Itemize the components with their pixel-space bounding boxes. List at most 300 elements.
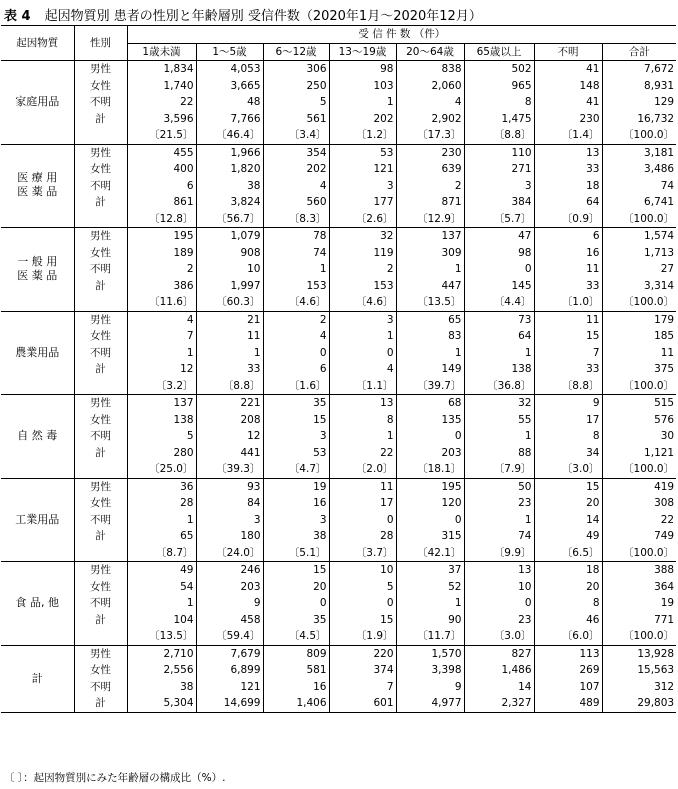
table-row (1, 127, 676, 144)
value-cell: 250 (263, 78, 329, 95)
value-cell: 2,060 (396, 78, 464, 95)
value-cell: 306 (263, 61, 329, 78)
value-cell: 23 (464, 495, 534, 512)
value-cell: 1 (464, 345, 534, 362)
value-cell: 2 (396, 178, 464, 195)
value-cell: 38 (127, 679, 196, 696)
table-row (1, 645, 676, 662)
value-cell: 0 (329, 595, 396, 612)
table-row (1, 562, 676, 579)
table-row (1, 662, 676, 679)
table-row (1, 445, 676, 462)
value-cell: 16 (263, 679, 329, 696)
value-cell: 28 (127, 495, 196, 512)
value-cell: 0 (464, 261, 534, 278)
value-cell: 1,820 (196, 161, 263, 178)
value-cell: 8,931 (644, 79, 675, 92)
value-cell: 16,732 (637, 112, 675, 125)
value-cell: 5 (263, 94, 329, 111)
value-cell: 3 (263, 428, 329, 445)
table-row (1, 412, 676, 429)
value-cell: 3,486 (644, 163, 675, 176)
value-cell: 137 (127, 395, 196, 412)
value-cell: 〔6.0〕 (534, 628, 602, 645)
table-row (1, 679, 676, 696)
table-row (1, 311, 676, 328)
value-cell: 〔4.7〕 (263, 461, 329, 478)
value-cell: 20 (263, 579, 329, 596)
value-cell: 〔3.0〕 (464, 628, 534, 645)
sex-label: 女性 (74, 662, 127, 679)
value-cell: 121 (329, 161, 396, 178)
value-cell: 53 (329, 144, 396, 161)
value-cell: 180 (196, 528, 263, 545)
sex-label: 計 (74, 695, 127, 712)
value-cell: 30 (660, 430, 675, 443)
value-cell: 〔8.8〕 (196, 378, 263, 395)
value-cell: 400 (127, 161, 196, 178)
value-cell: 〔100.0〕 (623, 379, 675, 392)
value-cell: 2,902 (396, 111, 464, 128)
value-cell: 〔39.3〕 (196, 461, 263, 478)
value-cell: 48 (196, 94, 263, 111)
data-table (1, 25, 676, 713)
sex-label: 男性 (74, 61, 127, 78)
value-cell: 1,834 (127, 61, 196, 78)
value-cell: 3,824 (196, 194, 263, 211)
category-label: 一 般 用 医 薬 品 (17, 254, 58, 282)
value-cell: 354 (263, 144, 329, 161)
value-cell: 10 (196, 261, 263, 278)
value-cell: 11 (329, 478, 396, 495)
sex-label: 不明 (74, 345, 127, 362)
table-row (1, 161, 676, 178)
value-cell: 3 (329, 311, 396, 328)
value-cell: 38 (263, 528, 329, 545)
value-cell: 0 (464, 595, 534, 612)
value-cell: 0 (396, 428, 464, 445)
value-cell: 11 (660, 346, 675, 359)
value-cell: 15 (534, 478, 602, 495)
value-cell: 1 (396, 345, 464, 362)
value-cell: 15 (263, 562, 329, 579)
value-cell: 581 (263, 662, 329, 679)
value-cell: 965 (464, 78, 534, 95)
value-cell: 〔4.5〕 (263, 628, 329, 645)
value-cell: 374 (329, 662, 396, 679)
value-cell: 7,766 (196, 111, 263, 128)
value-cell: 308 (654, 497, 675, 510)
value-cell: 8 (464, 94, 534, 111)
table-title (4, 5, 482, 24)
value-cell: 5 (329, 579, 396, 596)
value-cell: 639 (396, 161, 464, 178)
sex-label: 不明 (74, 428, 127, 445)
table-row (1, 245, 676, 262)
table-row (1, 695, 676, 712)
sex-label: 男性 (74, 311, 127, 328)
value-cell: 〔42.1〕 (396, 545, 464, 562)
value-cell: 809 (263, 645, 329, 662)
value-cell: 2 (263, 311, 329, 328)
value-cell: 2,556 (127, 662, 196, 679)
sex-label (74, 294, 127, 311)
value-cell: 9 (396, 679, 464, 696)
category-cell (1, 144, 74, 228)
value-cell: 269 (534, 662, 602, 679)
value-cell: 14,699 (196, 695, 263, 712)
value-cell: 〔3.4〕 (263, 127, 329, 144)
value-cell: 29,803 (602, 695, 676, 712)
sex-label: 計 (74, 111, 127, 128)
value-cell: 11 (196, 328, 263, 345)
value-cell: 113 (534, 645, 602, 662)
value-cell: 560 (263, 194, 329, 211)
table-row (1, 612, 676, 629)
column-header: 6～12歳 (263, 43, 329, 61)
value-cell: 129 (654, 96, 675, 109)
value-cell: 458 (196, 612, 263, 629)
value-cell: 49 (534, 528, 602, 545)
value-cell: 18 (534, 562, 602, 579)
value-cell: 28 (329, 528, 396, 545)
value-cell: 9 (534, 395, 602, 412)
value-cell: 4 (263, 328, 329, 345)
table-row (1, 144, 676, 161)
value-cell: 1,079 (196, 228, 263, 245)
table-row (1, 211, 676, 228)
value-cell: 12 (127, 361, 196, 378)
value-cell: 2,327 (464, 695, 534, 712)
sex-label: 女性 (74, 579, 127, 596)
value-cell: 32 (329, 228, 396, 245)
value-cell: 〔7.9〕 (464, 461, 534, 478)
value-cell: 179 (602, 311, 676, 328)
value-cell: 32 (464, 395, 534, 412)
value-cell: 14 (534, 512, 602, 529)
value-cell: 〔100.0〕 (623, 463, 675, 476)
sex-label: 男性 (74, 478, 127, 495)
value-cell: 〔17.3〕 (396, 127, 464, 144)
value-cell: 1 (263, 261, 329, 278)
sex-label (74, 628, 127, 645)
value-cell: 33 (534, 361, 602, 378)
value-cell: 9 (196, 595, 263, 612)
value-cell: 1,406 (263, 695, 329, 712)
value-cell: 22 (329, 445, 396, 462)
value-cell: 〔1.4〕 (534, 127, 602, 144)
category-cell (1, 228, 74, 312)
value-cell: 65 (396, 311, 464, 328)
value-cell: 74 (660, 179, 675, 192)
value-cell: 861 (127, 194, 196, 211)
value-cell: 8 (329, 412, 396, 429)
value-cell: 〔4.6〕 (329, 294, 396, 311)
value-cell: 388 (602, 562, 676, 579)
category-cell (1, 311, 74, 395)
value-cell: 375 (654, 363, 675, 376)
value-cell: 88 (464, 445, 534, 462)
category-cell (1, 61, 74, 145)
value-cell: 908 (196, 245, 263, 262)
value-cell: 23 (464, 612, 534, 629)
sex-label: 女性 (74, 78, 127, 95)
value-cell: 4 (263, 178, 329, 195)
table-row (1, 228, 676, 245)
value-cell: 19 (660, 597, 675, 610)
value-cell: 441 (196, 445, 263, 462)
value-cell: 827 (464, 645, 534, 662)
value-cell: 20 (534, 579, 602, 596)
value-cell: 230 (534, 111, 602, 128)
value-cell: 〔9.9〕 (464, 545, 534, 562)
value-cell: 6 (534, 228, 602, 245)
table-row (1, 194, 676, 211)
value-cell: 53 (263, 445, 329, 462)
table-row (1, 395, 676, 412)
column-header: 20～64歳 (396, 43, 464, 61)
table-row (1, 294, 676, 311)
value-cell: 〔100.0〕 (623, 129, 675, 142)
value-cell: 22 (660, 513, 675, 526)
value-cell: 4,977 (396, 695, 464, 712)
value-cell: 13,928 (602, 645, 676, 662)
value-cell: 〔8.8〕 (464, 127, 534, 144)
value-cell: 〔1.2〕 (329, 127, 396, 144)
value-cell: 1 (329, 328, 396, 345)
value-cell: 5,304 (127, 695, 196, 712)
value-cell: 135 (396, 412, 464, 429)
value-cell: 1,121 (644, 446, 675, 459)
table-row (1, 361, 676, 378)
table-row (1, 495, 676, 512)
value-cell: 50 (464, 478, 534, 495)
value-cell: 〔2.6〕 (329, 211, 396, 228)
value-cell: 52 (396, 579, 464, 596)
value-cell: 189 (127, 245, 196, 262)
category-cell (1, 645, 74, 712)
value-cell: 20 (534, 495, 602, 512)
value-cell: 1 (464, 428, 534, 445)
category-label: 農業用品 (15, 345, 60, 359)
value-cell: 230 (396, 144, 464, 161)
sex-label: 計 (74, 528, 127, 545)
value-cell: 〔1.0〕 (534, 294, 602, 311)
value-cell: 34 (534, 445, 602, 462)
value-cell: 15 (263, 412, 329, 429)
table-row (1, 579, 676, 596)
value-cell: 83 (396, 328, 464, 345)
column-header: 65歳以上 (464, 43, 534, 61)
value-cell: 3 (464, 178, 534, 195)
value-cell: 10 (464, 579, 534, 596)
value-cell: 1 (396, 595, 464, 612)
column-header: 1～5歳 (196, 43, 263, 61)
value-cell: 6,899 (196, 662, 263, 679)
value-cell: 419 (602, 478, 676, 495)
table-row (1, 78, 676, 95)
value-cell: 11 (534, 261, 602, 278)
sex-label: 女性 (74, 412, 127, 429)
value-cell: 41 (534, 61, 602, 78)
value-cell: 〔1.1〕 (329, 378, 396, 395)
value-cell: 93 (196, 478, 263, 495)
value-cell: 3,596 (127, 111, 196, 128)
value-cell: 0 (263, 595, 329, 612)
value-cell: 74 (263, 245, 329, 262)
value-cell: 41 (534, 94, 602, 111)
value-cell: 1 (196, 345, 263, 362)
value-cell: 15,563 (637, 664, 675, 677)
value-cell: 37 (396, 562, 464, 579)
category-label: 医 療 用 医 薬 品 (17, 171, 58, 199)
value-cell: 13 (329, 395, 396, 412)
value-cell: 1 (396, 261, 464, 278)
value-cell: 〔100.0〕 (623, 546, 675, 559)
value-cell: 12 (196, 428, 263, 445)
sex-label: 不明 (74, 261, 127, 278)
value-cell: 90 (396, 612, 464, 629)
value-cell: 1,713 (644, 246, 675, 259)
sex-label (74, 545, 127, 562)
value-cell: 47 (464, 228, 534, 245)
value-cell: 〔18.1〕 (396, 461, 464, 478)
table-row (1, 595, 676, 612)
sex-label: 不明 (74, 595, 127, 612)
value-cell: 2 (329, 261, 396, 278)
value-cell: 1,486 (464, 662, 534, 679)
value-cell: 312 (654, 680, 675, 693)
value-cell: 13 (534, 144, 602, 161)
value-cell: 1 (329, 428, 396, 445)
table-row (1, 111, 676, 128)
category-label: 計 (31, 671, 43, 685)
value-cell: 3 (329, 178, 396, 195)
value-cell: 104 (127, 612, 196, 629)
table-row (1, 261, 676, 278)
value-cell: 〔39.7〕 (396, 378, 464, 395)
sex-label: 男性 (74, 228, 127, 245)
sex-label (74, 211, 127, 228)
value-cell: 221 (196, 395, 263, 412)
value-cell: 3,314 (644, 279, 675, 292)
value-cell: 〔1.9〕 (329, 628, 396, 645)
value-cell: 98 (464, 245, 534, 262)
column-header: 13～19歳 (329, 43, 396, 61)
value-cell: 〔59.4〕 (196, 628, 263, 645)
value-cell: 1,966 (196, 144, 263, 161)
footnote: 〔 〕：起因物質別にみた年齢層の構成比（%）. (4, 772, 226, 784)
value-cell: 〔4.6〕 (263, 294, 329, 311)
value-cell: 49 (127, 562, 196, 579)
value-cell: 838 (396, 61, 464, 78)
value-cell: 〔6.5〕 (534, 545, 602, 562)
value-cell: 153 (329, 278, 396, 295)
value-cell: 〔21.5〕 (127, 127, 196, 144)
value-cell: 〔8.8〕 (534, 378, 602, 395)
value-cell: 145 (464, 278, 534, 295)
value-cell: 〔11.7〕 (396, 628, 464, 645)
value-cell: 280 (127, 445, 196, 462)
value-cell: 749 (654, 530, 675, 543)
value-cell: 5 (127, 428, 196, 445)
value-cell: 4,053 (196, 61, 263, 78)
value-cell: 0 (329, 512, 396, 529)
value-cell: 8 (534, 595, 602, 612)
value-cell: 〔1.6〕 (263, 378, 329, 395)
value-cell: 13 (464, 562, 534, 579)
value-cell: 1,574 (602, 228, 676, 245)
value-cell: 2,710 (127, 645, 196, 662)
sex-label: 計 (74, 612, 127, 629)
value-cell: 〔8.7〕 (127, 545, 196, 562)
value-cell: 119 (329, 245, 396, 262)
value-cell: 1,475 (464, 111, 534, 128)
sex-label: 男性 (74, 562, 127, 579)
value-cell: 84 (196, 495, 263, 512)
value-cell: 515 (602, 395, 676, 412)
value-cell: 7,672 (602, 61, 676, 78)
value-cell: 489 (534, 695, 602, 712)
category-label: 工業用品 (15, 512, 60, 526)
value-cell: 16 (534, 245, 602, 262)
value-cell: 3,665 (196, 78, 263, 95)
sex-label: 男性 (74, 144, 127, 161)
value-cell: 15 (329, 612, 396, 629)
table-row (1, 378, 676, 395)
category-label: 食 品, 他 (15, 596, 59, 610)
value-cell: 〔13.5〕 (127, 628, 196, 645)
value-cell: 195 (127, 228, 196, 245)
value-cell: 〔12.9〕 (396, 211, 464, 228)
value-cell: 22 (127, 94, 196, 111)
value-cell: 27 (660, 263, 675, 276)
sex-label: 女性 (74, 328, 127, 345)
table-caption: 起因物質別 患者の性別と年齢層別 受信件数（2020年1月～2020年12月） (44, 9, 482, 24)
value-cell: 11 (534, 311, 602, 328)
value-cell: 195 (396, 478, 464, 495)
sex-label (74, 461, 127, 478)
column-header: 1歳未満 (127, 43, 196, 61)
value-cell: 33 (534, 278, 602, 295)
value-cell: 455 (127, 144, 196, 161)
table-row (1, 61, 676, 78)
category-cell (1, 478, 74, 562)
value-cell: 17 (534, 412, 602, 429)
value-cell: 〔12.8〕 (127, 211, 196, 228)
value-cell: 7 (534, 345, 602, 362)
value-cell: 36 (127, 478, 196, 495)
table-row (1, 178, 676, 195)
value-cell: 110 (464, 144, 534, 161)
value-cell: 〔36.8〕 (464, 378, 534, 395)
value-cell: 64 (534, 194, 602, 211)
value-cell: 0 (396, 512, 464, 529)
value-cell: 3,181 (602, 144, 676, 161)
value-cell: 202 (329, 111, 396, 128)
value-cell: 35 (263, 395, 329, 412)
value-cell: 103 (329, 78, 396, 95)
header-sex: 性別 (74, 26, 127, 61)
sex-label: 不明 (74, 679, 127, 696)
value-cell: 137 (396, 228, 464, 245)
sex-label: 女性 (74, 495, 127, 512)
sex-label: 女性 (74, 245, 127, 262)
value-cell: 121 (196, 679, 263, 696)
header-group: 受 信 件 数 （件） (127, 26, 676, 44)
value-cell: 1 (127, 595, 196, 612)
value-cell: 1,570 (396, 645, 464, 662)
